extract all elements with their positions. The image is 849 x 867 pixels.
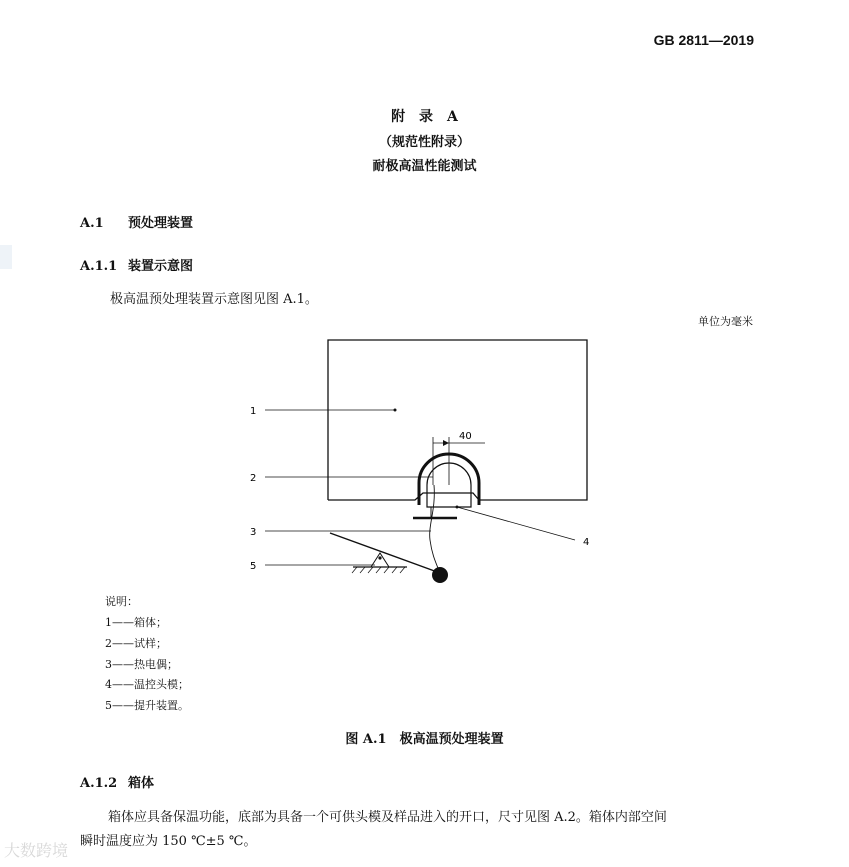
callout-3: 3: [250, 527, 257, 538]
section-a11-heading: [80, 255, 193, 274]
lever-weight: [432, 567, 448, 583]
section-a11-text: 极高温预处理装置示意图见图 A.1。: [110, 292, 318, 307]
appendix-title: 附 录 A: [391, 109, 458, 125]
section-a12-heading: [80, 772, 154, 791]
callout-4: 4: [583, 537, 590, 548]
callout-2: 2: [250, 473, 257, 484]
appendix-subtitle: （规范性附录）: [378, 135, 470, 150]
section-a12-title: 箱体: [128, 776, 155, 791]
box-body-outline: [328, 340, 587, 500]
section-a1-heading: [80, 212, 193, 231]
section-a11-number: A.1.1: [80, 259, 118, 274]
callout-1: 1: [250, 406, 257, 417]
ground-hatching: [352, 567, 405, 573]
callout-5: 5: [250, 561, 257, 572]
section-a12-text-line1: 箱体应具备保温功能，底部为具备一个可供头模及样品进入的开口，尺寸见图 A.2。箱体内部空间: [108, 810, 667, 825]
standard-number: GB 2811—2019: [653, 32, 754, 48]
legend-item: 5——提升装置。: [105, 699, 189, 712]
figure-a1-diagram: [235, 335, 610, 585]
section-a1-number: A.1: [80, 216, 104, 231]
legend-item: 3——热电偶；: [105, 658, 178, 671]
section-a11-title: 装置示意图: [128, 259, 194, 274]
section-a1-title: 预处理装置: [128, 216, 194, 231]
legend-title: 说明：: [105, 595, 138, 608]
fulcrum-pin: [378, 556, 381, 559]
legend-item: 2——试样；: [105, 637, 167, 650]
figure-caption: 图 A.1 极高温预处理装置: [345, 732, 504, 747]
leader-line-4: [457, 507, 575, 540]
section-a12-number: A.1.2: [80, 776, 118, 791]
unit-note: 单位为毫米: [698, 315, 753, 328]
section-a12-text-line2: 瞬时温度应为 150 ℃±5 ℃。: [80, 834, 257, 849]
thermocouple-wire: [430, 485, 440, 573]
appendix-name: 耐极高温性能测试: [372, 159, 477, 174]
dimension-arrow: [443, 440, 449, 446]
page-edge-mark: [0, 245, 12, 269]
watermark: 大数跨境: [4, 841, 69, 860]
dimension-label: 40: [459, 431, 472, 442]
legend-item: 4——温控头模；: [105, 678, 189, 691]
legend-item: 1——箱体；: [105, 616, 167, 629]
